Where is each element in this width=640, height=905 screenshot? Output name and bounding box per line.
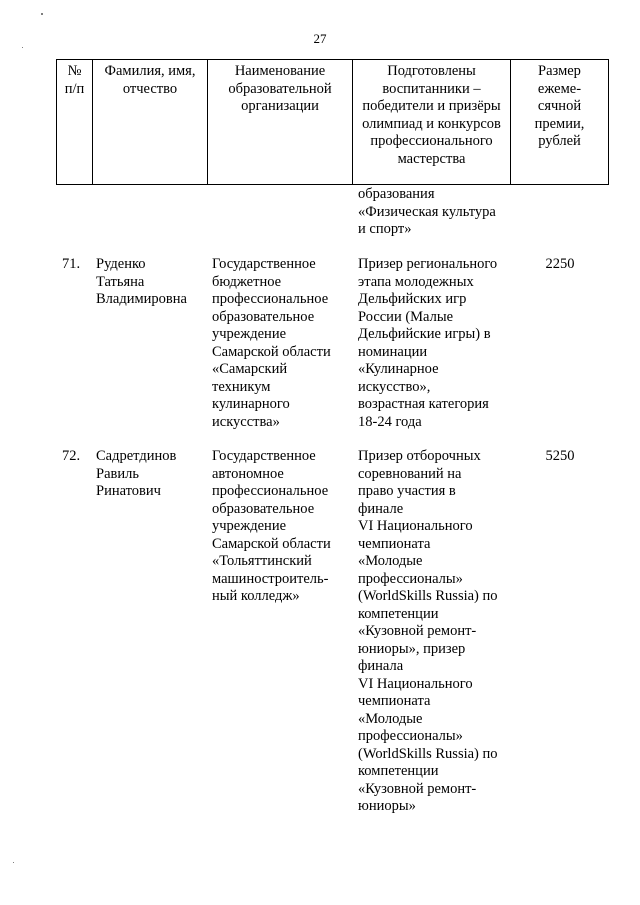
header-col-name: Фамилия, имя, отчество (104, 63, 196, 97)
row-full-name: Руденко Татьяна Владимировна (96, 256, 187, 307)
header-col-number: № п/п (64, 63, 85, 97)
page-number: 27 (313, 31, 327, 46)
row-achievement: Призер отборочных соревнований на право участия в финале VI Национального чемпионата «Молодые профессионалы» (WorldSkills Russia) по компетенции «Кузовной ремонт- юниоры», призер финала VI Национального чемпионата «Молодые профессионалы» (WorldSkills Russia) по компетенции «Кузовной ремонт- юниоры» (358, 448, 498, 814)
header-col-achievement: Подготовлены воспитанники – победители и призёры олимпиад и конкурсов профессионального мастерства (362, 63, 501, 167)
row-number: 72. (62, 448, 81, 464)
continuation-text: образования «Физическая культура и спорт» (358, 186, 496, 237)
row-number: 71. (62, 256, 81, 272)
header-col-prize: Размер ежеме- сячной премии, рублей (534, 63, 585, 149)
row-achievement: Призер регионального этапа молодежных Дельфийских игр России (Малые Дельфийские игры) в номинации «Кулинарное искусство», возрастная категория 18-24 года (358, 256, 498, 430)
table-header (56, 59, 609, 185)
scan-speck (41, 13, 43, 15)
row-organization: Государственное бюджетное профессиональное образовательное учреждение Самарской области «Самарский техникум кулинарного искусства» (212, 256, 331, 430)
row-organization: Государственное автономное профессиональное образовательное учреждение Самарской области «Тольяттинский машиностроитель- ный колледж» (212, 448, 331, 604)
scan-speck (13, 862, 14, 863)
header-col-organization: Наименование образовательной организации (228, 63, 332, 114)
row-prize: 2250 (545, 256, 575, 272)
row-full-name: Садретдинов Равиль Ринатович (96, 448, 177, 499)
scan-speck (22, 47, 23, 48)
row-prize: 5250 (545, 448, 575, 464)
